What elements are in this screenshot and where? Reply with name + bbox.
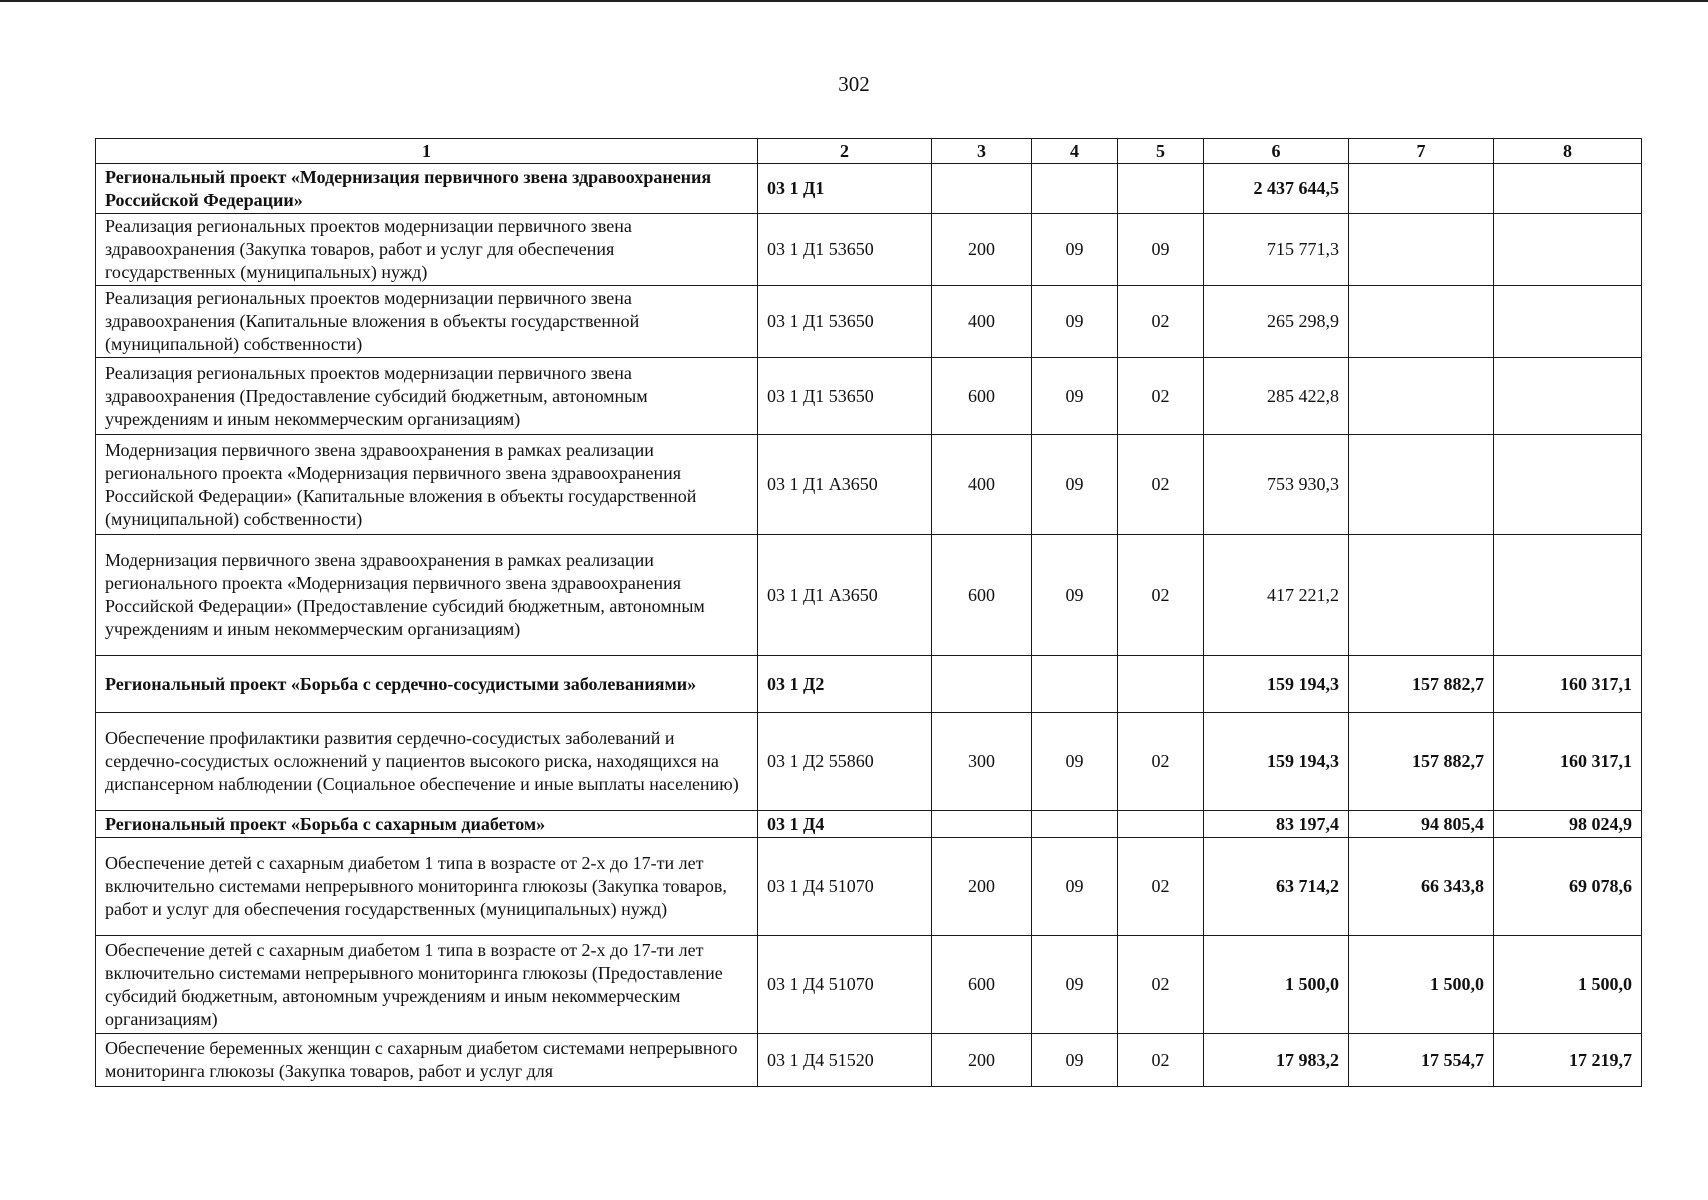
row-col4-cell — [1032, 656, 1118, 713]
row-col4-cell: 09 — [1032, 286, 1118, 358]
row-col6-cell: 159 194,3 — [1204, 656, 1349, 713]
row-col4-cell: 09 — [1032, 1034, 1118, 1087]
row-col4-cell: 09 — [1032, 936, 1118, 1034]
row-col4-cell — [1032, 811, 1118, 838]
row-code-cell: 03 1 Д4 — [758, 811, 932, 838]
row-col5-cell: 02 — [1118, 838, 1204, 936]
column-header: 4 — [1032, 139, 1118, 164]
row-col4-cell: 09 — [1032, 535, 1118, 656]
row-col5-cell: 02 — [1118, 435, 1204, 535]
row-col5-cell: 02 — [1118, 713, 1204, 811]
column-header: 6 — [1204, 139, 1349, 164]
table-row — [96, 164, 1642, 214]
row-col5-cell — [1118, 164, 1204, 214]
top-border-line — [0, 0, 1708, 2]
row-name-cell: Модернизация первичного звена здравоохранения в рамках реализации регионального проекта «Модернизация первичного звена здравоохранения Российской Федерации» (Предоставление субсидий бюджетным, автономным учреждениям и иным некоммерческим организациям) — [96, 535, 758, 656]
table-row — [96, 535, 1642, 656]
row-col6-cell: 265 298,9 — [1204, 286, 1349, 358]
row-col8-cell — [1494, 435, 1642, 535]
row-col4-cell: 09 — [1032, 358, 1118, 435]
row-col5-cell — [1118, 656, 1204, 713]
row-col4-cell — [1032, 164, 1118, 214]
row-col3-cell — [932, 811, 1032, 838]
row-col7-cell: 66 343,8 — [1349, 838, 1494, 936]
table-body — [96, 164, 1642, 1087]
row-name-cell: Региональный проект «Борьба с сахарным диабетом» — [96, 811, 758, 838]
row-code-cell: 03 1 Д4 51070 — [758, 838, 932, 936]
row-col3-cell: 300 — [932, 713, 1032, 811]
row-name-cell: Обеспечение беременных женщин с сахарным диабетом системами непрерывного мониторинга глюкозы (Закупка товаров, работ и услуг для — [96, 1034, 758, 1087]
table-row — [96, 214, 1642, 286]
row-col3-cell — [932, 656, 1032, 713]
row-col7-cell: 94 805,4 — [1349, 811, 1494, 838]
row-col5-cell: 09 — [1118, 214, 1204, 286]
row-col4-cell: 09 — [1032, 435, 1118, 535]
row-code-cell: 03 1 Д1 53650 — [758, 358, 932, 435]
table-header-row — [96, 139, 1642, 164]
row-name-cell: Реализация региональных проектов модернизации первичного звена здравоохранения (Закупка товаров, работ и услуг для обеспечения государственных (муниципальных) нужд) — [96, 214, 758, 286]
table-row — [96, 936, 1642, 1034]
row-code-cell: 03 1 Д1 А3650 — [758, 535, 932, 656]
row-col7-cell — [1349, 164, 1494, 214]
row-col6-cell: 285 422,8 — [1204, 358, 1349, 435]
row-col4-cell: 09 — [1032, 838, 1118, 936]
row-col8-cell: 1 500,0 — [1494, 936, 1642, 1034]
row-col7-cell — [1349, 214, 1494, 286]
row-col4-cell: 09 — [1032, 713, 1118, 811]
row-col6-cell: 17 983,2 — [1204, 1034, 1349, 1087]
row-name-cell: Обеспечение профилактики развития сердечно-сосудистых заболеваний и сердечно-сосудистых осложнений у пациентов высокого риска, находящихся на диспансерном наблюдении (Социальное обеспечение и иные выплаты населению) — [96, 713, 758, 811]
row-col6-cell: 83 197,4 — [1204, 811, 1349, 838]
row-col8-cell — [1494, 535, 1642, 656]
row-col5-cell — [1118, 811, 1204, 838]
row-col8-cell: 17 219,7 — [1494, 1034, 1642, 1087]
row-name-cell: Обеспечение детей с сахарным диабетом 1 типа в возрасте от 2-х до 17-ти лет включительно системами непрерывного мониторинга глюкозы (Предоставление субсидий бюджетным, автономным учреждениям и иным некоммерческим организациям) — [96, 936, 758, 1034]
budget-table — [95, 138, 1642, 1087]
row-col8-cell — [1494, 164, 1642, 214]
row-col5-cell: 02 — [1118, 936, 1204, 1034]
table-row — [96, 286, 1642, 358]
table-row — [96, 1034, 1642, 1087]
column-header: 7 — [1349, 139, 1494, 164]
row-col8-cell: 160 317,1 — [1494, 656, 1642, 713]
row-col5-cell: 02 — [1118, 535, 1204, 656]
row-col3-cell: 200 — [932, 214, 1032, 286]
row-col3-cell — [932, 164, 1032, 214]
row-col8-cell: 160 317,1 — [1494, 713, 1642, 811]
row-col3-cell: 600 — [932, 936, 1032, 1034]
row-col7-cell — [1349, 535, 1494, 656]
row-col7-cell: 1 500,0 — [1349, 936, 1494, 1034]
row-col6-cell: 753 930,3 — [1204, 435, 1349, 535]
table-row — [96, 838, 1642, 936]
row-code-cell: 03 1 Д2 — [758, 656, 932, 713]
row-col3-cell: 200 — [932, 838, 1032, 936]
column-header: 8 — [1494, 139, 1642, 164]
row-col7-cell: 17 554,7 — [1349, 1034, 1494, 1087]
column-header: 3 — [932, 139, 1032, 164]
row-col7-cell — [1349, 286, 1494, 358]
row-name-cell: Обеспечение детей с сахарным диабетом 1 типа в возрасте от 2-х до 17-ти лет включительно системами непрерывного мониторинга глюкозы (Закупка товаров, работ и услуг для обеспечения государственных (муниципальных) нужд) — [96, 838, 758, 936]
row-code-cell: 03 1 Д1 53650 — [758, 286, 932, 358]
column-header: 1 — [96, 139, 758, 164]
table-row — [96, 713, 1642, 811]
row-col4-cell: 09 — [1032, 214, 1118, 286]
row-col7-cell: 157 882,7 — [1349, 713, 1494, 811]
row-col3-cell: 400 — [932, 286, 1032, 358]
column-header: 5 — [1118, 139, 1204, 164]
row-col8-cell — [1494, 358, 1642, 435]
table-row — [96, 656, 1642, 713]
row-col6-cell: 715 771,3 — [1204, 214, 1349, 286]
row-col8-cell: 69 078,6 — [1494, 838, 1642, 936]
row-code-cell: 03 1 Д1 — [758, 164, 932, 214]
row-col7-cell — [1349, 435, 1494, 535]
row-code-cell: 03 1 Д4 51520 — [758, 1034, 932, 1087]
column-header: 2 — [758, 139, 932, 164]
row-col5-cell: 02 — [1118, 1034, 1204, 1087]
row-col5-cell: 02 — [1118, 286, 1204, 358]
row-code-cell: 03 1 Д4 51070 — [758, 936, 932, 1034]
row-col7-cell: 157 882,7 — [1349, 656, 1494, 713]
table-row — [96, 435, 1642, 535]
row-col6-cell: 159 194,3 — [1204, 713, 1349, 811]
row-name-cell: Реализация региональных проектов модернизации первичного звена здравоохранения (Капитальные вложения в объекты государственной (муниципальной) собственности) — [96, 286, 758, 358]
page-number: 302 — [838, 72, 870, 96]
row-col6-cell: 63 714,2 — [1204, 838, 1349, 936]
row-name-cell: Региональный проект «Модернизация первичного звена здравоохранения Российской Федерации» — [96, 164, 758, 214]
row-col3-cell: 600 — [932, 535, 1032, 656]
row-col3-cell: 600 — [932, 358, 1032, 435]
row-code-cell: 03 1 Д1 А3650 — [758, 435, 932, 535]
row-code-cell: 03 1 Д2 55860 — [758, 713, 932, 811]
row-col3-cell: 400 — [932, 435, 1032, 535]
row-col8-cell: 98 024,9 — [1494, 811, 1642, 838]
table-row — [96, 811, 1642, 838]
row-col8-cell — [1494, 286, 1642, 358]
row-col5-cell: 02 — [1118, 358, 1204, 435]
row-col6-cell: 417 221,2 — [1204, 535, 1349, 656]
row-col8-cell — [1494, 214, 1642, 286]
table-row — [96, 358, 1642, 435]
row-code-cell: 03 1 Д1 53650 — [758, 214, 932, 286]
row-name-cell: Региональный проект «Борьба с сердечно-сосудистыми заболеваниями» — [96, 656, 758, 713]
row-col3-cell: 200 — [932, 1034, 1032, 1087]
row-col6-cell: 2 437 644,5 — [1204, 164, 1349, 214]
row-name-cell: Модернизация первичного звена здравоохранения в рамках реализации регионального проекта «Модернизация первичного звена здравоохранения Российской Федерации» (Капитальные вложения в объекты государственной (муниципальной) собственности) — [96, 435, 758, 535]
row-col6-cell: 1 500,0 — [1204, 936, 1349, 1034]
row-name-cell: Реализация региональных проектов модернизации первичного звена здравоохранения (Предоставление субсидий бюджетным, автономным учреждениям и иным некоммерческим организациям) — [96, 358, 758, 435]
row-col7-cell — [1349, 358, 1494, 435]
